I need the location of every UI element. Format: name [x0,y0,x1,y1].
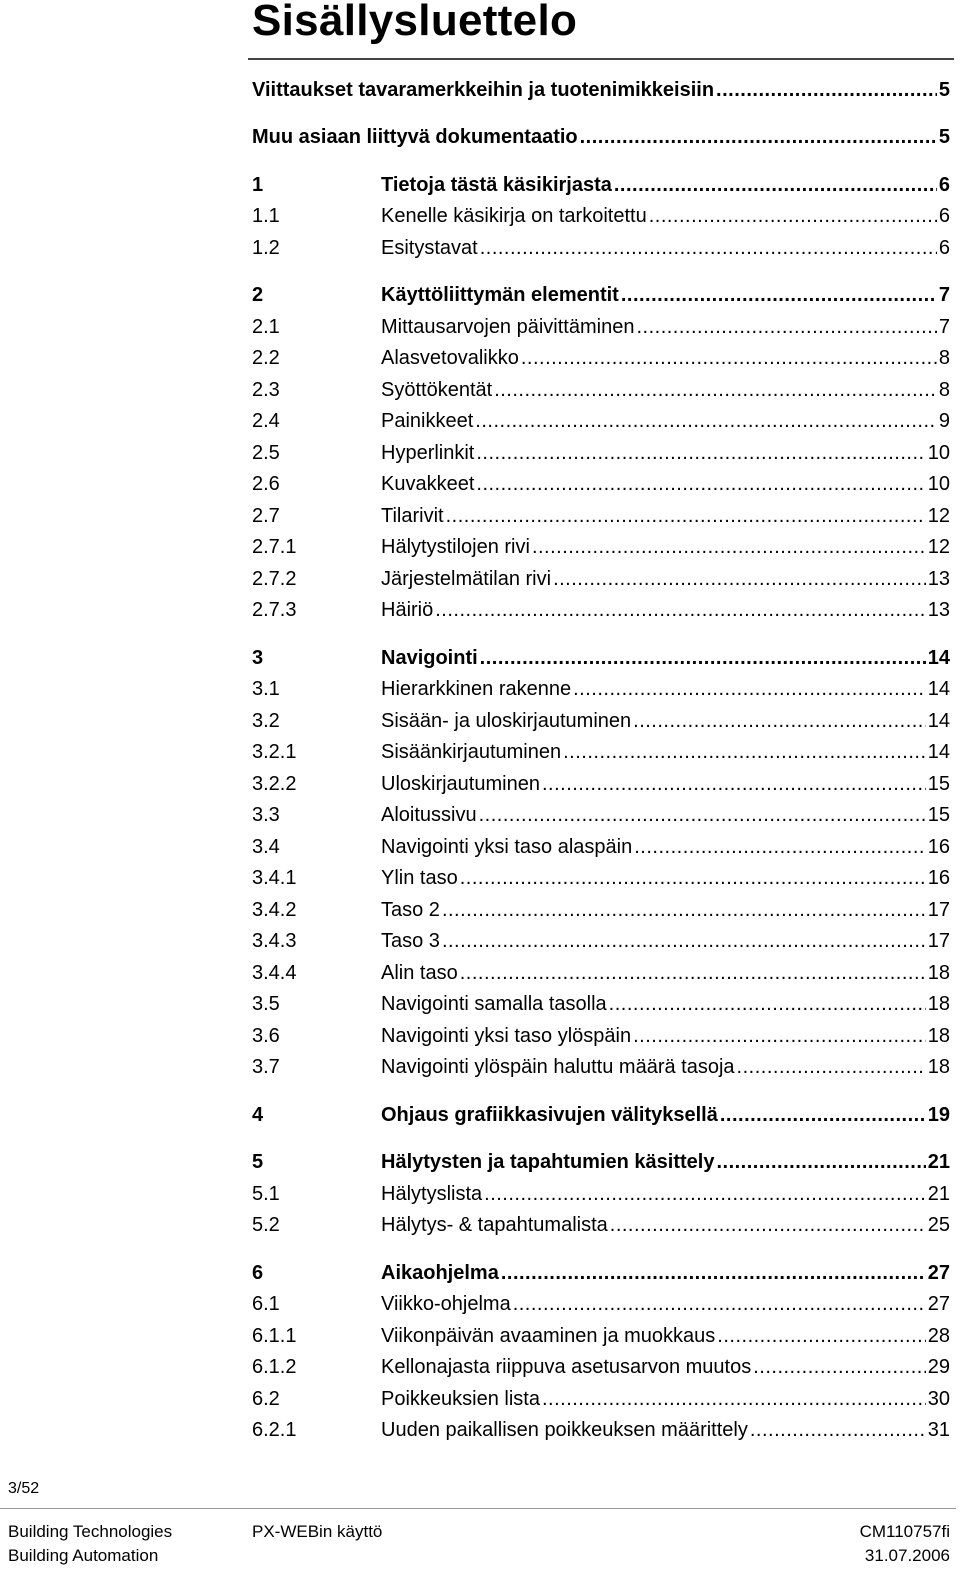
dot-leader [460,959,926,987]
toc-entry-number: 1.1 [252,205,280,227]
toc-entry[interactable] [252,1101,950,1129]
toc-entry-line [381,801,950,829]
dot-leader [614,171,937,199]
toc-entry-page: 31 [927,1419,950,1441]
toc-entry-line [381,770,950,798]
toc-entry-number: 3.2.2 [252,773,297,795]
toc-entry-title: Sisäänkirjautuminen [381,741,562,763]
toc-entry-page: 21 [927,1151,950,1173]
toc-entry-number: 3.1 [252,678,280,700]
toc-entry[interactable] [252,833,950,861]
toc-entry-page: 18 [927,993,950,1015]
toc-entry-title: Kuvakkeet [381,473,475,495]
footer-company: Building Technologies [8,1522,173,1541]
toc-entry-line [381,707,950,735]
dot-leader [501,1259,926,1287]
toc-entry-title: Painikkeet [381,410,474,432]
page-indicator: 3/52 [8,1480,40,1497]
toc-entry[interactable] [252,533,950,561]
toc-entry-line [381,281,950,309]
toc-entry-page: 17 [927,930,950,952]
toc-entry-line [381,470,950,498]
footer-document-id: CM110757fi [859,1522,950,1541]
title-divider [248,58,954,60]
toc-entry-page: 8 [938,347,950,369]
toc-entry-title: Navigointi ylöspäin haluttu määrä tasoja [381,1056,735,1078]
toc-entry-title: Navigointi yksi taso alaspäin [381,836,633,858]
toc-entry[interactable] [252,1148,950,1176]
toc-entry[interactable] [252,439,950,467]
toc-entry-page: 18 [927,1025,950,1047]
dot-leader [716,1148,925,1176]
toc-entry-page: 13 [927,599,950,621]
toc-entry-number: 3.2.1 [252,741,297,763]
toc-entry[interactable] [252,1180,950,1208]
toc-entry-title: Syöttökentät [381,379,493,401]
toc-entry-title: Alin taso [381,962,458,984]
toc-entry-number: 3.4.4 [252,962,297,984]
toc-entry-number: 1 [252,174,264,196]
dot-leader [442,896,926,924]
dot-leader [553,565,926,593]
dot-leader [633,707,926,735]
toc-entry-page: 5 [938,79,950,101]
dot-leader [435,596,926,624]
toc-entry[interactable] [252,1022,950,1050]
toc-entry-number: 3.6 [252,1025,280,1047]
toc-entry-number: 6.1.1 [252,1325,297,1347]
toc-entry-line [381,1290,950,1318]
toc-entry-page: 27 [927,1293,950,1315]
dot-leader [446,502,926,530]
dot-leader [610,1211,926,1239]
toc-entry-line [381,202,950,230]
toc-entry[interactable] [252,738,950,766]
toc-entry-title: Hierarkkinen rakenne [381,678,572,700]
toc-entry-number: 2.1 [252,316,280,338]
toc-entry-page: 30 [927,1388,950,1410]
toc-entry-line [381,1148,950,1176]
toc-entry[interactable] [252,470,950,498]
toc-entry-line [381,502,950,530]
toc-entry[interactable] [252,234,950,262]
toc-entry-title: Viittaukset tavaramerkkeihin ja tuotenimikkeisiin [252,79,715,101]
toc-entry[interactable] [252,502,950,530]
toc-entry-line [381,407,950,435]
toc-entry[interactable] [252,1385,950,1413]
toc-entry-number: 2.6 [252,473,280,495]
dot-leader [636,313,936,341]
toc-entry-line [381,1211,950,1239]
toc-entry-line [381,565,950,593]
toc-entry-line [381,1353,950,1381]
toc-entry[interactable] [252,202,950,230]
toc-entry-line [381,1180,950,1208]
toc-entry-line [252,123,950,151]
toc-entry-title: Kenelle käsikirja on tarkoitettu [381,205,647,227]
dot-leader [476,439,925,467]
toc-entry-page: 15 [927,804,950,826]
dot-leader [716,76,937,104]
toc-entry-title: Muu asiaan liittyvä dokumentaatio [252,126,578,148]
toc-entry-page: 29 [927,1356,950,1378]
toc-entry-page: 19 [927,1104,950,1126]
toc-entry-page: 18 [927,1056,950,1078]
toc-entry[interactable] [252,927,950,955]
toc-entry-title: Ylin taso [381,867,458,889]
toc-entry-number: 6.1 [252,1293,280,1315]
toc-entry[interactable] [252,959,950,987]
toc-entry-page: 14 [927,678,950,700]
toc-entry-number: 6.1.2 [252,1356,297,1378]
toc-entry-line [381,1259,950,1287]
toc-entry-line [381,864,950,892]
toc-entry-page: 16 [927,867,950,889]
footer-divider [0,1508,956,1509]
toc-entry-number: 6.2 [252,1388,280,1410]
toc-entry-number: 3.4.1 [252,867,297,889]
toc-entry-line [381,927,950,955]
toc-entry-title: Hyperlinkit [381,442,475,464]
toc-entry-page: 6 [938,174,950,196]
toc-entry-page: 21 [927,1183,950,1205]
toc-entry-title: Hälytys- & tapahtumalista [381,1214,608,1236]
dot-leader [573,675,926,703]
toc-entry-title: Hälytystilojen rivi [381,536,530,558]
dot-leader [750,1416,926,1444]
toc-entry-page: 6 [938,237,950,259]
dot-leader [753,1353,926,1381]
toc-entry-page: 16 [927,836,950,858]
toc-entry-title: Aikaohjelma [381,1262,499,1284]
toc-entry-number: 6 [252,1262,264,1284]
toc-entry-number: 5 [252,1151,264,1173]
toc-entry-line [381,376,950,404]
toc-entry-number: 6.2.1 [252,1419,297,1441]
dot-leader [633,1022,926,1050]
toc-entry-page: 7 [938,284,950,306]
toc-entry-line [381,439,950,467]
dot-leader [720,1101,926,1129]
toc-entry-line [381,313,950,341]
toc-entry-line [381,1022,950,1050]
toc-entry-line [381,833,950,861]
dot-leader [479,801,926,829]
toc-entry-page: 9 [938,410,950,432]
toc-entry-title: Kellonajasta riippuva asetusarvon muutos [381,1356,752,1378]
toc-entry-line [381,1416,950,1444]
toc-entry[interactable] [252,801,950,829]
toc-entry-line [381,1053,950,1081]
toc-entry-number: 2.4 [252,410,280,432]
dot-leader [532,533,926,561]
toc-entry[interactable] [252,990,950,1018]
toc-entry-number: 2.7.3 [252,599,297,621]
toc-entry-number: 3.5 [252,993,280,1015]
toc-entry-number: 2.7.1 [252,536,297,558]
toc-entry-line [381,596,950,624]
toc-entry[interactable] [252,596,950,624]
toc-entry-number: 2.3 [252,379,280,401]
toc-entry-title: Uuden paikallisen poikkeuksen määrittely [381,1419,748,1441]
toc-entry-number: 3.7 [252,1056,280,1078]
toc-entry-line [381,959,950,987]
toc-entry-title: Hälytyslista [381,1183,483,1205]
toc-entry-page: 8 [938,379,950,401]
toc-entry[interactable] [252,281,950,309]
toc-entry[interactable] [252,1259,950,1287]
toc-entry-title: Taso 2 [381,899,440,921]
toc-entry-number: 4 [252,1104,264,1126]
toc-entry-number: 5.1 [252,1183,280,1205]
dot-leader [442,927,926,955]
toc-entry-line [252,76,950,104]
toc-entry-page: 28 [927,1325,950,1347]
toc-entry-title: Navigointi [381,647,478,669]
toc-entry-line [381,1322,950,1350]
toc-entry-number: 2.7.2 [252,568,297,590]
footer-division: Building Automation [8,1546,159,1565]
toc-entry-title: Häiriö [381,599,434,621]
toc-entry-title: Navigointi samalla tasolla [381,993,607,1015]
toc-entry-number: 5.2 [252,1214,280,1236]
toc-entry-title: Hälytysten ja tapahtumien käsittely [381,1151,715,1173]
toc-entry[interactable] [252,171,950,199]
toc-entry-page: 14 [927,647,950,669]
dot-leader [609,990,926,1018]
toc-entry-title: Aloitussivu [381,804,477,826]
dot-leader [475,407,937,435]
toc-entry-page: 13 [927,568,950,590]
toc-entry[interactable] [252,707,950,735]
toc-entry-page: 12 [927,536,950,558]
dot-leader [717,1322,925,1350]
toc-entry-title: Alasvetovalikko [381,347,519,369]
toc-entry[interactable] [252,644,950,672]
toc-entry-title: Sisään- ja uloskirjautuminen [381,710,632,732]
toc-entry-line [381,738,950,766]
toc-entry-number: 1.2 [252,237,280,259]
toc-entry-page: 7 [938,316,950,338]
toc-entry-page: 25 [927,1214,950,1236]
toc-entry[interactable] [252,76,950,104]
dot-leader [542,770,926,798]
toc-entry[interactable] [252,123,950,151]
toc-entry[interactable] [252,1053,950,1081]
toc-entry-page: 10 [927,473,950,495]
toc-entry-title: Esitystavat [381,237,478,259]
dot-leader [542,1385,926,1413]
toc-entry-line [381,896,950,924]
toc-entry-page: 12 [927,505,950,527]
toc-entry-number: 2 [252,284,264,306]
toc-entry[interactable] [252,565,950,593]
toc-entry-line [381,990,950,1018]
toc-entry-title: Mittausarvojen päivittäminen [381,316,635,338]
toc-entry-page: 14 [927,710,950,732]
toc-entry-title: Viikko-ohjelma [381,1293,511,1315]
toc-entry-number: 2.2 [252,347,280,369]
toc-entry-title: Ohjaus grafiikkasivujen välityksellä [381,1104,718,1126]
toc-entry-line [381,675,950,703]
toc-entry-page: 5 [938,126,950,148]
dot-leader [649,202,937,230]
dot-leader [460,864,926,892]
toc-entry-line [381,171,950,199]
footer-document-title: PX-WEBin käyttö [252,1522,383,1541]
dot-leader [480,234,937,262]
toc-entry-line [381,533,950,561]
toc-entry-title: Navigointi yksi taso ylöspäin [381,1025,632,1047]
toc-entry-page: 10 [927,442,950,464]
toc-entry[interactable] [252,1416,950,1444]
dot-leader [513,1290,926,1318]
toc-entry-title: Viikonpäivän avaaminen ja muokkaus [381,1325,716,1347]
toc-entry[interactable] [252,344,950,372]
toc-entry-line [381,344,950,372]
toc-entry-title: Taso 3 [381,930,440,952]
toc-entry-number: 3.3 [252,804,280,826]
toc-entry-title: Tietoja tästä käsikirjasta [381,174,612,196]
toc-entry-line [381,1385,950,1413]
dot-leader [521,344,937,372]
dot-leader [563,738,926,766]
toc-entry[interactable] [252,1353,950,1381]
toc-entry-title: Poikkeuksien lista [381,1388,540,1410]
page-title: Sisällysluettelo [252,0,578,45]
toc-entry-page: 14 [927,741,950,763]
toc-entry-page: 15 [927,773,950,795]
toc-entry-title: Käyttöliittymän elementit [381,284,619,306]
toc-entry[interactable] [252,376,950,404]
toc-entry-line [381,644,950,672]
toc-entry[interactable] [252,313,950,341]
toc-entry-page: 27 [927,1262,950,1284]
dot-leader [480,644,926,672]
toc-entry-title: Järjestelmätilan rivi [381,568,552,590]
toc-entry-page: 18 [927,962,950,984]
dot-leader [484,1180,926,1208]
toc-entry[interactable] [252,675,950,703]
toc-entry-title: Uloskirjautuminen [381,773,540,795]
toc-entry[interactable] [252,407,950,435]
toc-entry-number: 3.4.2 [252,899,297,921]
toc-entry-title: Tilarivit [381,505,444,527]
toc-entry-number: 3.2 [252,710,280,732]
dot-leader [621,281,937,309]
footer-date: 31.07.2006 [864,1546,950,1565]
dot-leader [476,470,925,498]
toc-entry[interactable] [252,1290,950,1318]
toc-entry-number: 3.4 [252,836,280,858]
dot-leader [737,1053,926,1081]
toc-entry[interactable] [252,1211,950,1239]
dot-leader [494,376,937,404]
toc-entry[interactable] [252,770,950,798]
toc-entry-line [381,1101,950,1129]
dot-leader [634,833,926,861]
toc-entry-number: 2.7 [252,505,280,527]
toc-entry-page: 17 [927,899,950,921]
toc-entry[interactable] [252,896,950,924]
toc-entry-number: 3 [252,647,264,669]
toc-entry-number: 2.5 [252,442,280,464]
toc-entry[interactable] [252,864,950,892]
toc-entry-line [381,234,950,262]
toc-entry-number: 3.4.3 [252,930,297,952]
dot-leader [580,123,937,151]
toc-entry-page: 6 [938,205,950,227]
toc-entry[interactable] [252,1322,950,1350]
